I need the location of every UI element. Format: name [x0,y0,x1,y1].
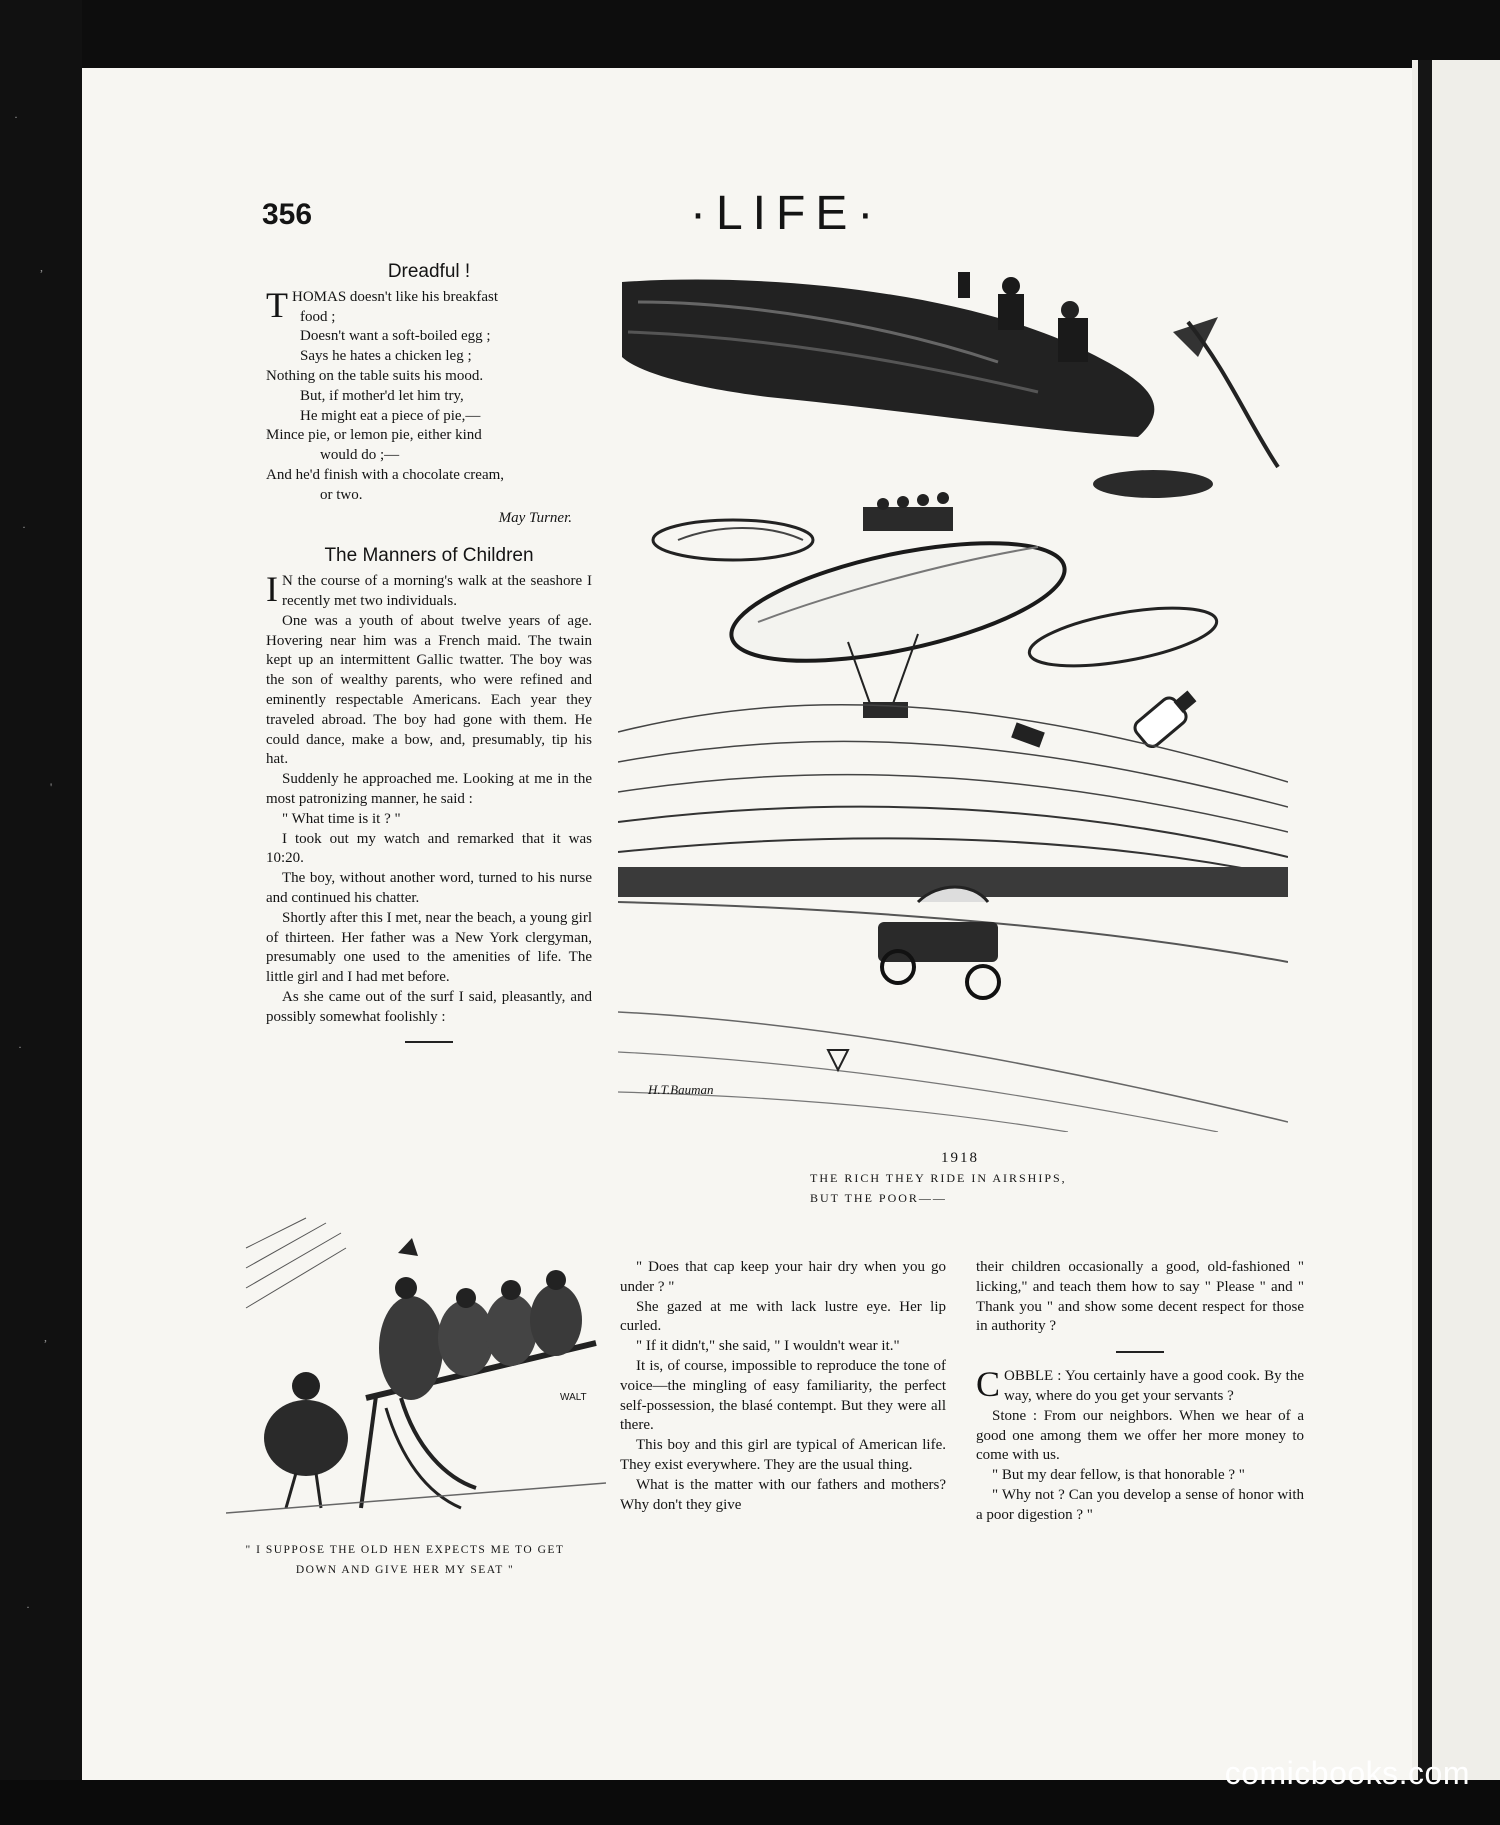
magazine-masthead: ·LIFE· [690,187,884,240]
caption-line: " I SUPPOSE THE OLD HEN EXPECTS ME TO GET [245,1544,565,1556]
section-divider [1116,1351,1164,1353]
caption-line: DOWN AND GIVE HER MY SEAT " [295,1564,515,1576]
story-paragraph: What is the matter with our fathers and mothers? Why don't they give [620,1476,946,1513]
cartoon-year: 1918 [941,1150,979,1166]
story-paragraph: Suddenly he approached me. Looking at me in the most patronizing manner, he said : [266,771,592,807]
story-paragraph: N the course of a morning's walk at the seashore I recently met two individuals. [282,573,592,609]
dialogue-line: " Why not ? Can you develop a sense of honor with a poor digestion ? " [976,1486,1304,1523]
right-column [976,1258,1304,1526]
rooster-cartoon [226,1208,606,1528]
story-dropcap: I [266,569,278,610]
story-paragraph: " What time is it ? " [282,810,401,827]
dialogue-dropcap: C [976,1364,1001,1405]
section-divider [405,1041,453,1043]
poem-line: Says he hates a chicken leg ; [300,348,472,365]
poem-line: Mince pie, or lemon pie, either kind [266,427,482,444]
airship-cartoon-signature: H.T.Bauman [648,1082,714,1097]
story-paragraph: One was a youth of about twelve years of age. Hovering near him was a French maid. The twain kept up an intermittent Gallic twatter. The boy was the son of wealthy parents, who were refined and eminently respectable Americans. Each year they traveled abroad. The boy had gone with them. He could dance, make a bow, and, presumably, tip his hat. [266,612,592,768]
rooster-cartoon-caption [200,1540,610,1580]
story-paragraph: " If it didn't," she said, " I wouldn't wear it." [636,1338,900,1355]
poem-line: Doesn't want a soft-boiled egg ; [300,328,491,345]
story-title: The Manners of Children [324,545,534,567]
poem-line: And he'd finish with a chocolate cream, [266,466,505,483]
poem-line: or two. [320,486,363,503]
poem-line: HOMAS doesn't like his breakfast [292,288,499,305]
scan-border-left: · , · ' · , · [0,0,82,1825]
airship-cartoon-caption [750,1148,1170,1208]
left-column [266,262,592,1057]
poem-author: May Turner. [498,509,572,526]
site-watermark: comicbooks.com [1224,1755,1470,1791]
dialogue-line: " But my dear fellow, is that honorable ? " [992,1467,1245,1484]
caption-line: BUT THE POOR—— [810,1191,947,1205]
story-paragraph: Shortly after this I met, near the beach, a young girl of thirteen. Her father was a New York clergyman, presumably one used to the amenities of life. The little girl and I had met before. [266,909,592,986]
middle-column [620,1258,946,1515]
story-paragraph: I took out my watch and remarked that it was 10:20. [266,830,592,867]
facing-page-edge [1412,60,1500,1780]
story-paragraph: their children occasionally a good, old-fashioned " licking," and teach them how to say " Please " and " Thank you " and show some decent respect for those in authority ? [976,1259,1304,1335]
poem-line: would do ;— [320,447,400,464]
dialogue-line: OBBLE : You certainly have a good cook. By the way, where do you get your servants ? [1004,1368,1304,1404]
poem-title: Dreadful ! [387,261,471,282]
story-paragraph: The boy, without another word, turned to his nurse and continued his chatter. [266,870,592,906]
airship-cartoon [618,262,1288,1132]
poem-line: But, if mother'd let him try, [300,387,464,404]
caption-line: THE RICH THEY RIDE IN AIRSHIPS, [810,1171,1067,1185]
story-paragraph: This boy and this girl are typical of American life. They exist everywhere. They are the usual thing. [620,1437,946,1473]
poem-line: Nothing on the table suits his mood. [266,367,484,384]
story-paragraph: " Does that cap keep your hair dry when you go under ? " [620,1259,946,1295]
story-paragraph: As she came out of the surf I said, pleasantly, and possibly somewhat foolishly : [266,988,592,1025]
rooster-cartoon-signature: WALT [560,1392,587,1403]
poem-line: He might eat a piece of pie,— [300,407,481,424]
poem-dropcap: T [266,284,288,325]
poem-line: food ; [300,308,336,325]
poem-body [266,284,592,529]
dialogue-line: Stone : From our neighbors. When we hear of a good one among them we offer her more money to come with us. [976,1407,1304,1464]
story-paragraph: It is, of course, impossible to reproduce the tone of voice—the mingling of easy familiarity, the perfect self-possession, the blasé contempt. But they were all there. [620,1357,946,1434]
page-number: 356 [262,198,313,231]
story-paragraph: She gazed at me with lack lustre eye. Her lip curled. [620,1298,946,1335]
story-body [266,569,592,1027]
